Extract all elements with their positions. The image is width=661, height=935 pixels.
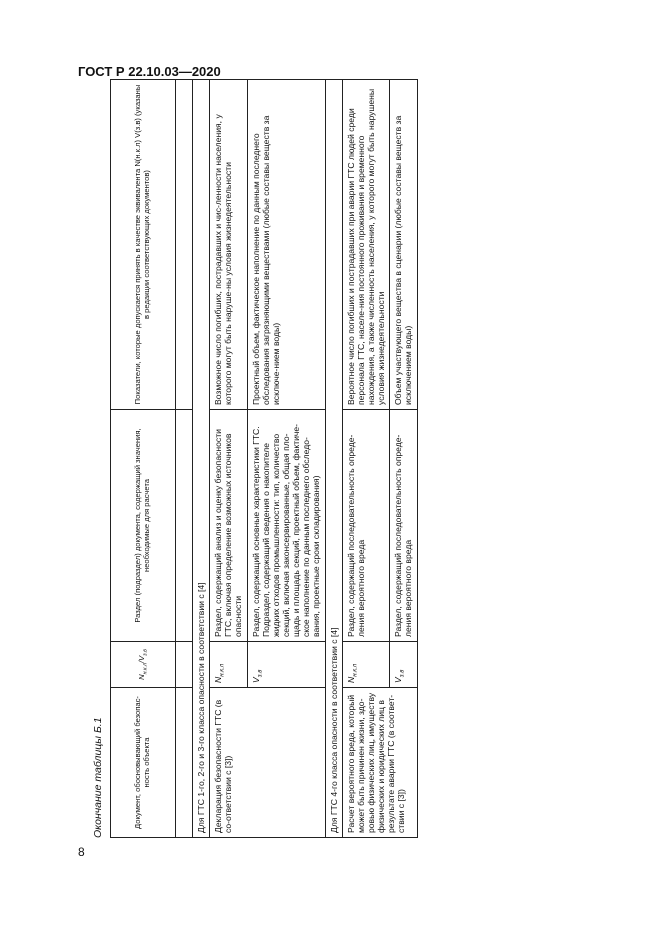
table-spacer-row xyxy=(176,80,193,838)
section-cell: Раздел, содержащий последовательность опреде-ления вероятного вреда xyxy=(342,410,390,642)
document-cell: Декларация безопасности ГТС (в со-ответствии с [3]) xyxy=(210,688,325,838)
document-code: ГОСТ Р 22.10.03—2020 xyxy=(78,64,221,79)
section-label: Для ГТС 1-го, 2-го и 3-го класса опасности в соответствии с [4] xyxy=(193,80,210,838)
table-header-row xyxy=(111,80,176,838)
section-cell: Раздел, содержащий анализ и оценку безопасности ГТС, включая определение возможных источников опасности xyxy=(210,410,247,642)
indicator-cell: Вероятное число погибших и пострадавших при аварии ГТС людей среди персонала ГТС, населе-ния постоянного проживания и временного нахождения, а также численность населения, у которого могут быть нарушены условия жизнедеятельности xyxy=(342,80,390,410)
page-number: 8 xyxy=(78,845,85,859)
symbol-cell: $V_{з.в}$ xyxy=(390,642,417,688)
header-section: Раздел (подраздел) документа, содержащий значения, необходимые для расчета xyxy=(111,410,176,642)
section-cell: Раздел, содержащий последовательность опреде-ления вероятного вреда xyxy=(390,410,417,642)
indicator-cell: Проектный объем, фактическое наполнение по данным последнего обследования загрязняющими веществами (любые составы веществ за исключе-нием воды) xyxy=(247,80,325,410)
symbol-cell: $V_{з.в}$ xyxy=(247,642,325,688)
table-row xyxy=(342,80,390,838)
document-cell: Расчет вероятного вреда, который может быть причинен жизни, здо-ровью физических лиц, имуществу физических и юридических лиц в результате аварии ГТС (в соответ-ствии с [3]) xyxy=(342,688,417,838)
symbol-cell: $N_{н.к.л}$ xyxy=(342,642,390,688)
symbol-cell: $N_{н.к.л}$ xyxy=(210,642,247,688)
section-row-1 xyxy=(193,80,210,838)
section-label: Для ГТС 4-го класса опасности в соответствии с [4] xyxy=(325,80,342,838)
indicator-cell: Возможное число погибших, пострадавших и чис-ленности населения, у которого могут быть наруше-ны условия жизнедеятельности xyxy=(210,80,247,410)
section-cell: Раздел, содержащий основные характеристики ГТС. Подраздел, содержащий сведения о накопителе жидких отходов промышленности: тип, количество секций, включая законсервированные, общая пло-щадь и площадь секций, проектный объем, фактиче-ское наполнение по данным последнего обследо-вания, проектные сроки складирования) xyxy=(247,410,325,642)
header-indicator: Показатели, которые допускается принять в качестве эквивалента N(н.к.л) V(з.в) (указаны в редакции соответствующих документов) xyxy=(111,80,176,410)
indicator-cell: Объем участвующего вещества в сценарии (любые составы веществ за исключением воды) xyxy=(390,80,417,410)
section-row-2 xyxy=(325,80,342,838)
header-document: Документ, обосновывающий безопас-ность объекта xyxy=(111,688,176,838)
rotated-table-block xyxy=(86,80,456,838)
table-caption: Окончание таблицы Б.1 xyxy=(92,717,104,838)
header-symbol: $N_{н.к.л}/V_{з.в}$ xyxy=(111,642,176,688)
document-table xyxy=(110,79,418,838)
table-row xyxy=(210,80,247,838)
